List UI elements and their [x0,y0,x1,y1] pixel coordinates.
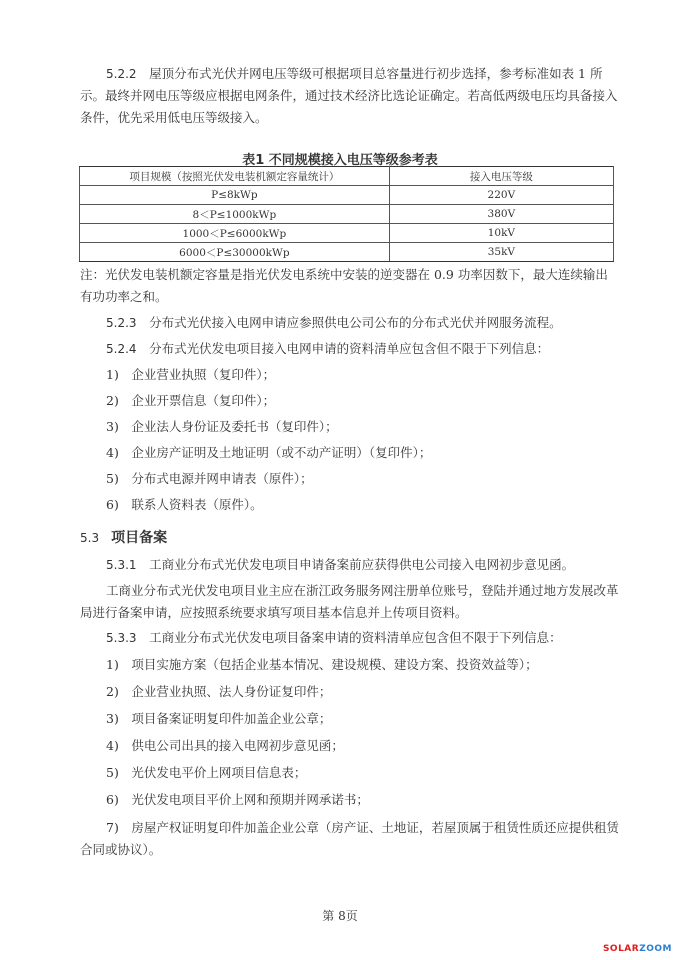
section-number: 5.3 [80,531,100,545]
table-cell: 220V [389,186,613,205]
voltage-reference-table [79,166,614,262]
clause-5-2-4 [80,339,549,359]
list-item: 3) 项目备案证明复印件加盖企业公章； [106,711,332,726]
list-item: 4) 企业房产证明及土地证明（或不动产证明）（复印件）； [106,445,432,460]
table-cell: 380V [389,205,613,224]
table-cell: P≤8kWp [80,186,390,205]
clause-text: 分布式光伏接入电网申请应参照供电公司公布的分布式光伏并网服务流程。 [149,315,562,330]
table-note: 注：光伏发电装机额定容量是指光伏发电系统中安装的逆变器在 0.9 功率因数下，最大连续输出有功功率之和。 [80,267,608,304]
table-cell: 1000＜P≤6000kWp [80,224,390,243]
clause-number: 5.3.1 [106,558,137,572]
table-cell: 35kV [389,243,613,262]
clause-text: 分布式光伏发电项目接入电网申请的资料清单应包含但不限于下列信息： [149,341,550,356]
table-cell: 10kV [389,224,613,243]
list-item: 5) 光伏发电平价上网项目信息表； [106,765,307,780]
clause-5-3-2 [80,580,620,624]
page-number: 第 8页 [322,909,358,923]
table-row [80,205,614,224]
table-header-row [80,167,614,186]
clause-number: 5.2.2 [106,67,137,81]
clause-5-2-3 [80,313,562,333]
list-item: 3) 企业法人身份证及委托书（复印件）； [106,419,338,434]
clause-text: 工商业分布式光伏发电项目申请备案前应获得供电公司接入电网初步意见函。 [149,557,575,572]
table-header-cell: 项目规模（按照光伏发电装机额定容量统计） [80,167,390,186]
clause-5-2-2 [80,63,620,129]
list-item: 2) 企业营业执照、法人身份证复印件； [106,684,332,699]
list-item: 2) 企业开票信息（复印件）； [106,393,276,408]
section-title: 项目备案 [111,530,168,546]
list-item: 6) 联系人资料表（原件）。 [106,497,263,512]
clause-5-3-3 [80,628,562,648]
clause-text: 屋顶分布式光伏并网电压等级可根据项目总容量进行初步选择，参考标准如表 1 所示。最终并网电压等级应根据电网条件，通过技术经济比选论证确定。若高低两级电压均具备接入条件，优先采用低电压等级接入。 [80,66,618,125]
list-item: 5) 分布式电源并网申请表（原件）； [106,471,313,486]
table-row [80,224,614,243]
table-cell: 8＜P≤1000kWp [80,205,390,224]
list-item: 1) 企业营业执照（复印件）； [106,367,276,382]
watermark-part-1: SOLAR [602,944,640,954]
table-header-cell: 接入电压等级 [389,167,613,186]
list-item: 6) 光伏发电项目平价上网和预期并网承诺书； [106,792,369,807]
table-cell: 6000＜P≤30000kWp [80,243,390,262]
watermark-part-2: ZOOM [639,944,672,954]
solarzoom-watermark [603,944,672,954]
list-item-text: 7) 房屋产权证明复印件加盖企业公章（房产证、土地证，若屋顶属于租赁性质还应提供租赁合同或协议）。 [80,820,619,857]
clause-text: 工商业分布式光伏发电项目备案申请的资料清单应包含但不限于下列信息： [149,630,562,645]
table-title: 表1 不同规模接入电压等级参考表 [242,153,438,168]
clause-number: 5.3.3 [106,631,137,645]
list-item: 4) 供电公司出具的接入电网初步意见函； [106,738,344,753]
clause-text: 工商业分布式光伏发电项目业主应在浙江政务服务网注册单位账号，登陆并通过地方发展改革局进行备案申请，应按照系统要求填写项目基本信息并上传项目资料。 [80,583,619,620]
clause-number: 5.2.3 [106,316,137,330]
table-row [80,243,614,262]
list-item: 1) 项目实施方案（包括企业基本情况、建设规模、建设方案、投资效益等）； [106,657,538,672]
list-item [80,817,620,861]
clause-number: 5.2.4 [106,342,137,356]
section-heading-5-3 [80,527,167,547]
clause-5-3-1 [80,555,574,575]
table-row [80,186,614,205]
